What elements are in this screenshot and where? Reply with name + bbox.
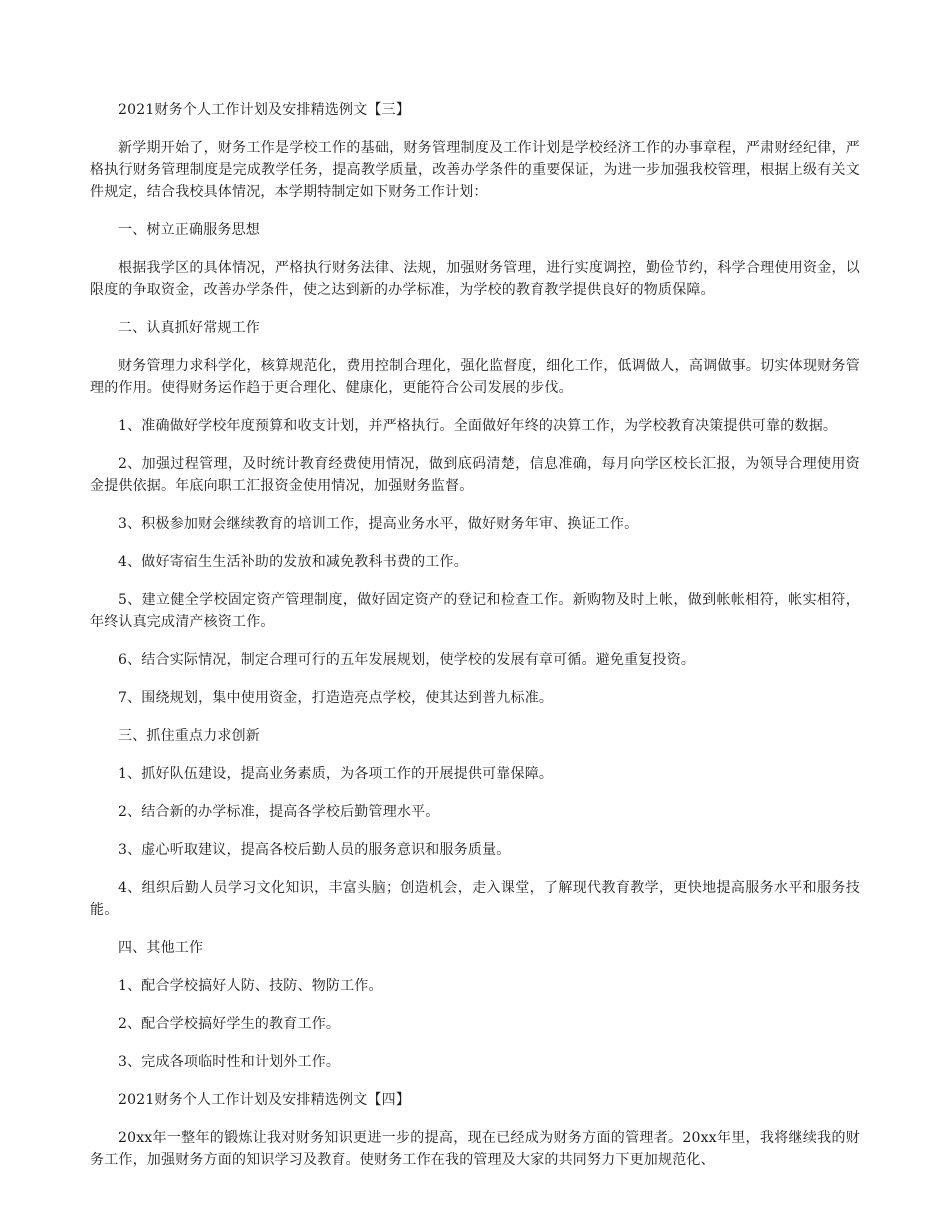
list-item: 2、结合新的办学标准，提高各学校后勤管理水平。 [118, 804, 440, 820]
list-item: 3、积极参加财会继续教育的培训工作，提高业务水平，做好财务年审、换证工作。 [118, 516, 639, 532]
heading-2: 二、认真抓好常规工作 [118, 320, 260, 336]
heading-1: 一、树立正确服务思想 [118, 222, 260, 238]
list-item: 2、配合学校搞好学生的教育工作。 [118, 1016, 341, 1032]
paragraph: 财务管理力求科学化，核算规范化，费用控制合理化，强化监督度，细化工作，低调做人，高调做事。切实体现财务管理的作用。使得财务运作趋于更合理化、健康化，更能符合公司发展的步伐。 [90, 358, 860, 396]
list-item: 1、配合学校搞好人防、技防、物防工作。 [118, 978, 383, 994]
section-title-3: 2021财务个人工作计划及安排精选例文【三】 [118, 102, 411, 118]
list-item: 5、建立健全学校固定资产管理制度，做好固定资产的登记和检查工作。新购物及时上帐，做到帐帐相符，帐实相符，年终认真完成清产核资工作。 [90, 592, 860, 630]
list-item: 3、虚心听取建议，提高各校后勤人员的服务意识和服务质量。 [118, 842, 511, 858]
document-body [90, 99, 860, 1187]
heading-3: 三、抓住重点力求创新 [118, 728, 260, 744]
paragraph: 根据我学区的具体情况，严格执行财务法律、法规，加强财务管理，进行实度调控，勤俭节约，科学合理使用资金，以限度的争取资金，改善办学条件，使之达到新的办学标准，为学校的教育教学提供良好的物质保障。 [90, 260, 860, 298]
heading-4: 四、其他工作 [118, 940, 204, 956]
list-item: 1、抓好队伍建设，提高业务素质，为各项工作的开展提供可靠保障。 [118, 766, 554, 782]
list-item: 3、完成各项临时性和计划外工作。 [118, 1054, 341, 1070]
list-item: 2、加强过程管理，及时统计教育经费使用情况，做到底码清楚，信息准确，每月向学区校长汇报，为领导合理使用资金提供依据。年底向职工汇报资金使用情况，加强财务监督。 [90, 456, 860, 494]
list-item: 1、准确做好学校年度预算和收支计划，并严格执行。全面做好年终的决算工作，为学校教育决策提供可靠的数据。 [118, 418, 838, 434]
list-item: 4、组织后勤人员学习文化知识，丰富头脑；创造机会，走入课堂，了解现代教育教学，更快地提高服务水平和服务技能。 [90, 880, 860, 918]
section-title-4: 2021财务个人工作计划及安排精选例文【四】 [118, 1092, 411, 1108]
paragraph: 20xx年一整年的锻炼让我对财务知识更进一步的提高，现在已经成为财务方面的管理者。20xx年里，我将继续我的财务工作，加强财务方面的知识学习及教育。使财务工作在我的管理及大家的共同努力下更加规范化、 [90, 1130, 860, 1168]
list-item: 6、结合实际情况，制定合理可行的五年发展规划，使学校的发展有章可循。避免重复投资。 [118, 652, 696, 668]
list-item: 4、做好寄宿生生活补助的发放和减免教科书费的工作。 [118, 554, 468, 570]
intro-paragraph: 新学期开始了，财务工作是学校工作的基础，财务管理制度及工作计划是学校经济工作的办事章程，严肃财经纪律，严格执行财务管理制度是完成教学任务，提高教学质量，改善办学条件的重要保证，为进一步加强我校管理，根据上级有关文件规定，结合我校具体情况，本学期特制定如下财务工作计划： [90, 140, 860, 200]
list-item: 7、围绕规划，集中使用资金，打造造亮点学校，使其达到普九标准。 [118, 690, 554, 706]
